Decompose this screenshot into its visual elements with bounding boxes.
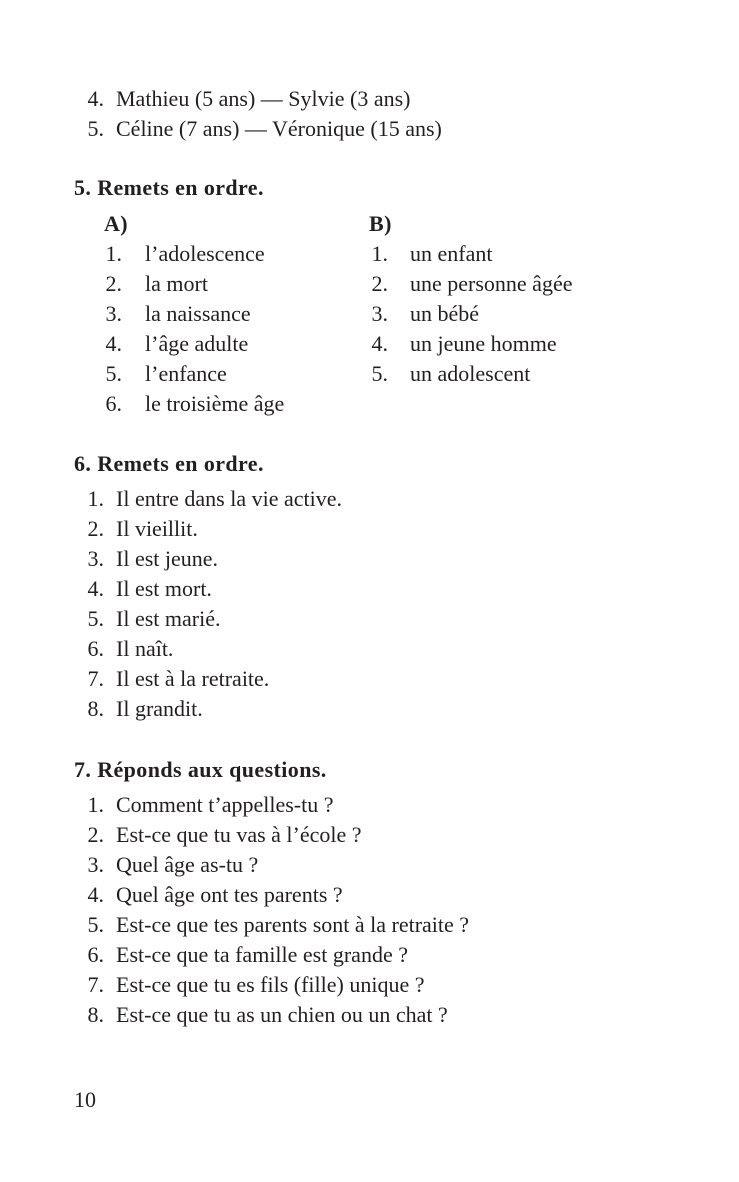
column-a-label: A) xyxy=(104,211,129,236)
exercise-6-title: 6. Remets en ordre. xyxy=(74,451,264,476)
exercise-5-title: 5. Remets en ordre. xyxy=(74,175,264,200)
page-number: 10 xyxy=(74,1087,96,1112)
column-b-label: B) xyxy=(369,211,392,236)
exercise-7-title: 7. Réponds aux questions. xyxy=(74,757,327,782)
